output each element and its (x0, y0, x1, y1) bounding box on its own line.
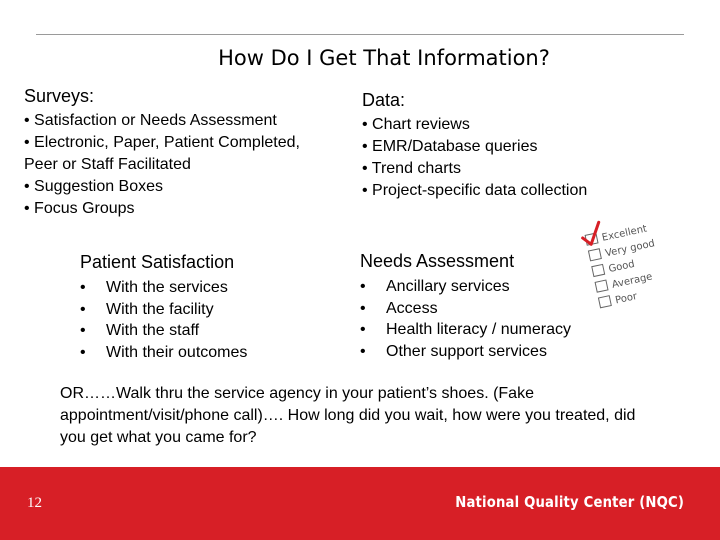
surveys-line: Peer or Staff Facilitated (24, 156, 191, 173)
checklist-label: Very good (604, 238, 656, 260)
checkbox-icon (588, 249, 601, 261)
surveys-line: • Focus Groups (24, 200, 135, 217)
data-line: • Trend charts (362, 160, 461, 177)
data-heading: Data: (362, 90, 406, 110)
top-divider (36, 34, 684, 35)
patient-satisfaction-heading: Patient Satisfaction (80, 252, 235, 272)
patient-satisfaction-section (80, 250, 247, 363)
patient-satisfaction-list (80, 277, 247, 363)
list-item: • Other support services (360, 341, 571, 363)
list-item: • With the services (80, 277, 247, 299)
checklist-row (588, 237, 655, 263)
needs-assessment-section (360, 249, 571, 362)
checklist-row (598, 290, 639, 310)
surveys-section (24, 84, 300, 220)
data-line: • Chart reviews (362, 116, 470, 133)
list-item: • Health literacy / numeracy (360, 319, 571, 341)
checklist-label: Poor (614, 291, 639, 307)
checklist-label: Good (607, 258, 636, 276)
data-line: • EMR/Database queries (362, 138, 538, 155)
slide-title: How Do I Get That Information? (218, 46, 550, 70)
needs-assessment-list (360, 276, 571, 362)
footer-bar (0, 467, 720, 540)
footer-org-logo: National Quality Center (NQC) (455, 493, 684, 511)
checkbox-icon (592, 264, 605, 276)
surveys-line: • Satisfaction or Needs Assessment (24, 112, 277, 129)
list-item: • With the facility (80, 299, 247, 321)
surveys-heading: Surveys: (24, 86, 95, 106)
surveys-line: • Suggestion Boxes (24, 178, 164, 195)
checkbox-icon (598, 296, 611, 308)
list-item: • With their outcomes (80, 342, 247, 364)
checkbox-icon (595, 280, 608, 292)
list-item: • Access (360, 298, 571, 320)
data-line: • Project-specific data collection (362, 182, 588, 199)
checklist-label: Excellent (601, 223, 648, 244)
data-section (362, 88, 587, 202)
walk-thru-note: OR……Walk thru the service agency in your patient’s shoes. (Fake appointment/visit/phone call)…. How long did you wait, how were you treated, did you get what you came for? (60, 385, 636, 446)
surveys-line: • Electronic, Paper, Patient Completed, (24, 134, 300, 151)
list-item: • Ancillary services (360, 276, 571, 298)
page-number: 12 (27, 495, 42, 511)
list-item: • With the staff (80, 320, 247, 342)
needs-assessment-heading: Needs Assessment (360, 251, 515, 271)
checklist-label: Average (610, 271, 654, 291)
rating-checklist-image (563, 205, 693, 313)
